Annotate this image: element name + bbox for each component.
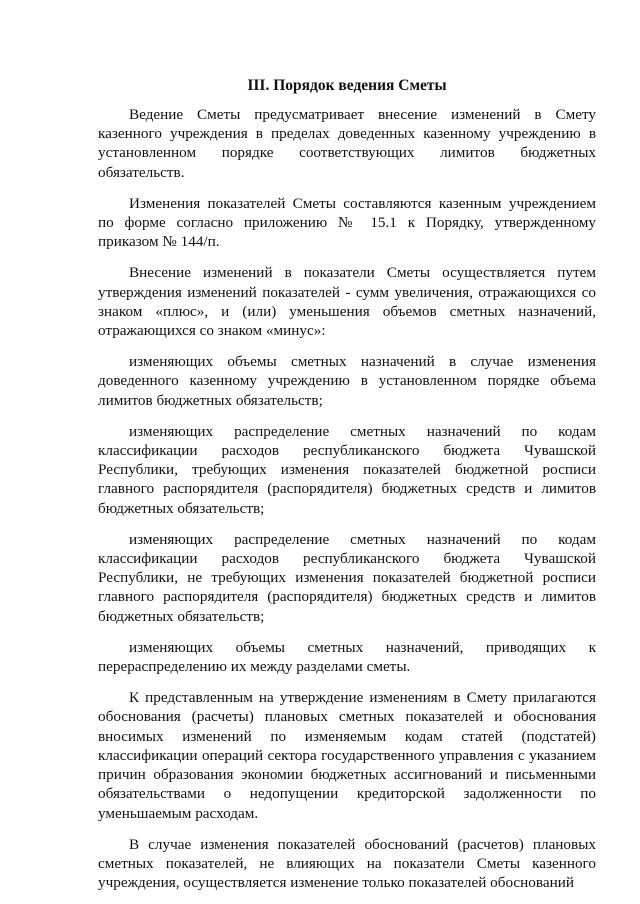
paragraph-3: Внесение изменений в показатели Сметы осуществляется путем утверждения изменений показателей - сумм увеличения, отражающихся со знаком «плюс», и (или) уменьшения объемов сметных назначений, отражающихся со знаком «минус»: — [98, 264, 596, 340]
paragraph-7: изменяющих объемы сметных назначений, приводящих к перераспределению их между разделами сметы. — [98, 638, 596, 676]
document-body — [98, 76, 596, 903]
paragraph-9: В случае изменения показателей обоснований (расчетов) плановых сметных показателей, не влияющих на показатели Сметы казенного учреждения, осуществляется изменение только показателей обоснований — [98, 835, 596, 892]
paragraph-1: Ведение Сметы предусматривает внесение изменений в Смету казенного учреждения в пределах доведенных казенному учреждению в установленном порядке соответствующих лимитов бюджетных обязательств. — [98, 106, 596, 181]
paragraph-8: К представленным на утверждение изменениям в Смету прилагаются обоснования (расчеты) плановых сметных показателей и обоснования вносимых изменений по изменяемым кодам статей (подстатей) классификации операций сектора государственного управления с указанием причин образования экономии бюджетных ассигнований и письменными обязательствами о недопущении кредиторской задолженности по уменьшаемым расходам. — [98, 689, 596, 822]
paragraph-2: Изменения показателей Сметы составляются казенным учреждением по форме согласно приложению № 15.1 к Порядку, утвержденному приказом № 144/п. — [98, 194, 596, 251]
paragraph-4: изменяющих объемы сметных назначений в случае изменения доведенного казенному учреждению в установленном порядке объема лимитов бюджетных обязательств; — [98, 353, 596, 409]
paragraph-6: изменяющих распределение сметных назначений по кодам классификации расходов республиканского бюджета Чувашской Республики, не требующих изменения показателей бюджетной росписи главного распорядителя (распорядителя) бюджетных средств и лимитов бюджетных обязательств; — [98, 530, 596, 625]
section-heading: III. Порядок ведения Сметы — [247, 77, 447, 94]
paragraph-5: изменяющих распределение сметных назначений по кодам классификации расходов республиканского бюджета Чувашской Республики, требующих изменения показателей бюджетной росписи главного распорядителя (распорядителя) бюджетных средств и лимитов бюджетных обязательств; — [98, 422, 596, 517]
